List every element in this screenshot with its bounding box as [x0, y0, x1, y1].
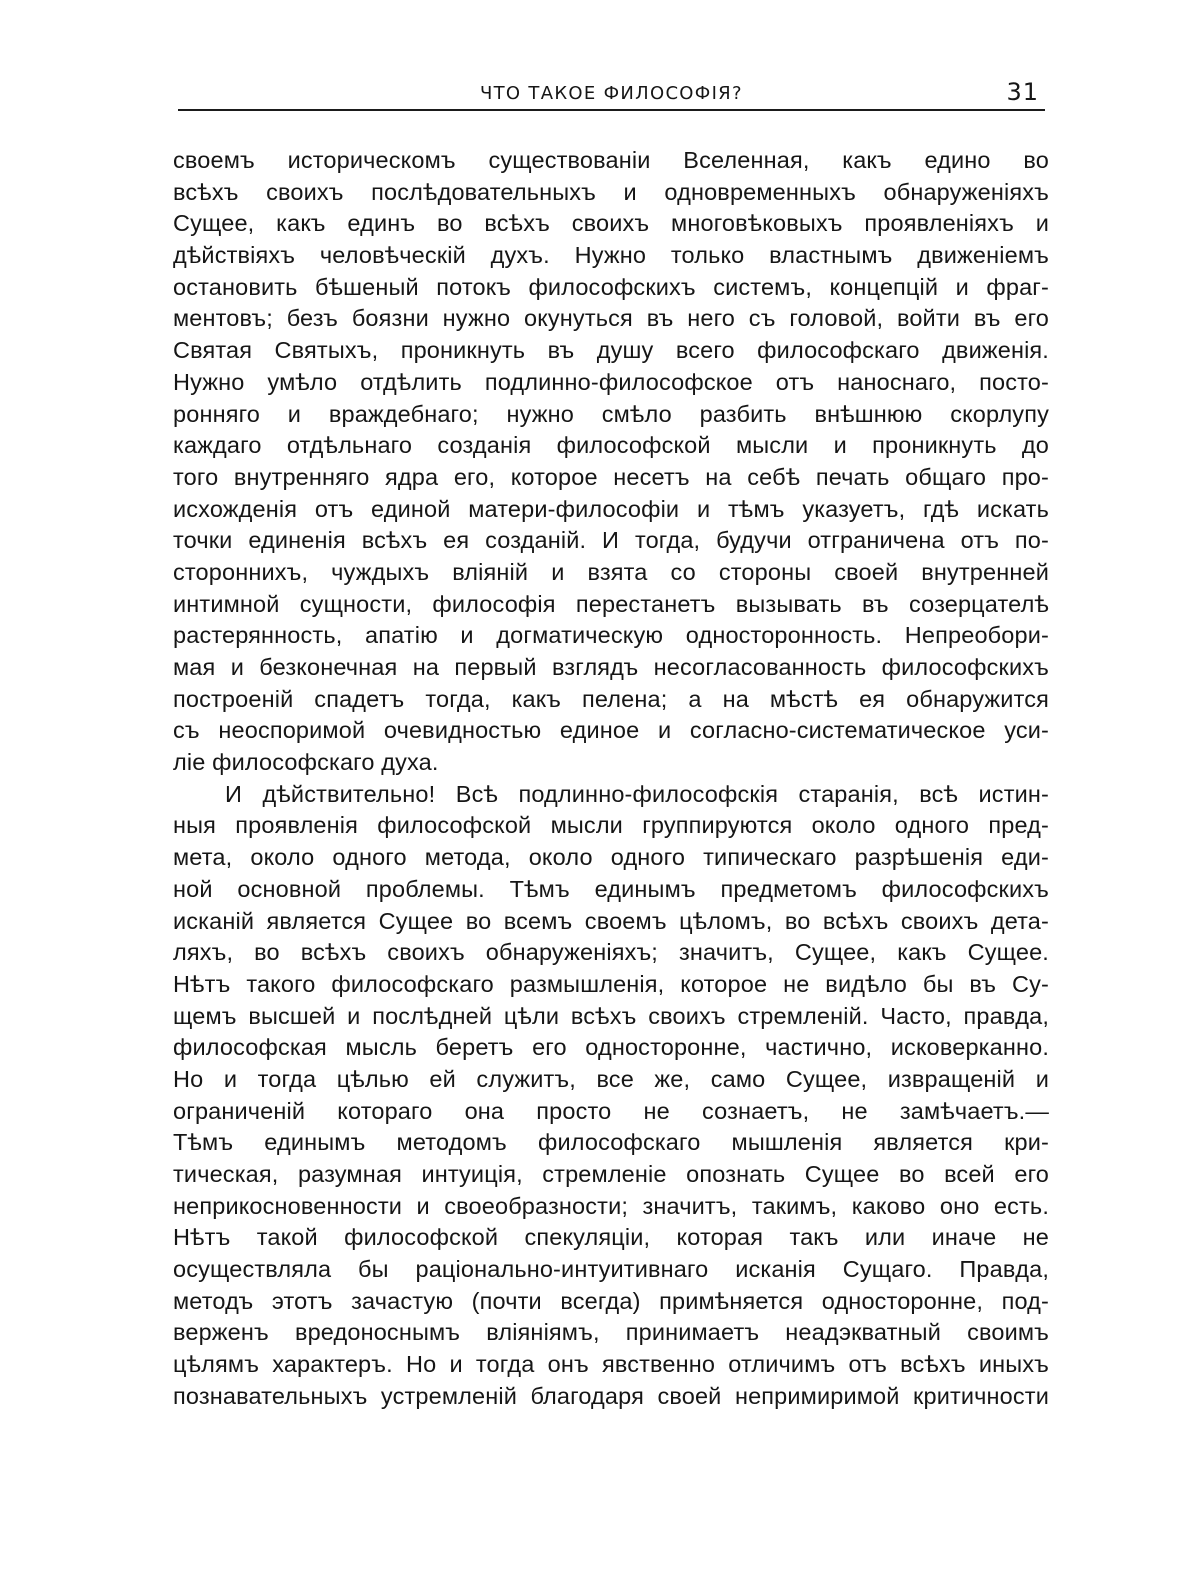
page-number: 31: [1006, 78, 1039, 106]
text-line: Нѣтъ такой философской спекуляціи, которая такъ или иначе не: [173, 1224, 1049, 1251]
text-line: съ неоспоримой очевидностью единое и согласно-систематическое уси-: [173, 717, 1049, 744]
running-head: [178, 80, 1045, 116]
text-line: дѣйствіяхъ человѣческій духъ. Нужно только властнымъ движеніемъ: [173, 242, 1049, 269]
text-line: ронняго и враждебнаго; нужно смѣло разбить внѣшнюю скорлупу: [173, 400, 1049, 427]
text-line: неприкосновенности и своеобразности; значитъ, такимъ, каково оно есть.: [173, 1192, 1049, 1219]
text-line: исканій является Сущее во всемъ своемъ цѣломъ, во всѣхъ своихъ дета-: [173, 907, 1049, 934]
text-line: методъ этотъ зачастую (почти всегда) примѣняется односторонне, под-: [173, 1287, 1049, 1314]
text-line: Нѣтъ такого философскаго размышленія, которое не видѣло бы въ Су-: [173, 970, 1049, 997]
text-line: Сущее, какъ единъ во всѣхъ своихъ многовѣковыхъ проявленіяхъ и: [173, 210, 1049, 237]
text-line: остановить бѣшеный потокъ философскихъ системъ, концепцій и фраг-: [173, 273, 1049, 300]
text-line: интимной сущности, философія перестанетъ вызывать въ созерцателѣ: [173, 590, 1049, 617]
text-line: цѣлямъ характеръ. Но и тогда онъ явственно отличимъ отъ всѣхъ иныхъ: [173, 1351, 1049, 1378]
text-line: построеній спадетъ тогда, какъ пелена; а на мѣстѣ ея обнаружится: [173, 685, 1049, 712]
text-line: растерянность, апатію и догматическую односторонность. Непреобори-: [173, 622, 1049, 649]
text-line: Святая Святыхъ, проникнуть въ душу всего философскаго движенія.: [173, 337, 1049, 364]
text-line: всѣхъ своихъ послѣдовательныхъ и одновременныхъ обнаруженіяхъ: [173, 178, 1049, 205]
body-text: [173, 145, 1049, 1413]
paragraph: [173, 779, 1049, 1413]
text-line: верженъ вредоноснымъ вліяніямъ, принимаетъ неадэкватный своимъ: [173, 1319, 1049, 1346]
text-line: ограниченій котораго она просто не сознаетъ, не замѣчаетъ.—: [173, 1097, 1049, 1124]
text-line: каждаго отдѣльнаго созданія философской мысли и проникнуть до: [173, 432, 1049, 459]
text-line: ліе философскаго духа.: [173, 749, 439, 776]
text-line: ляхъ, во всѣхъ своихъ обнаруженіяхъ; значитъ, Сущее, какъ Сущее.: [173, 939, 1049, 966]
text-line: исхожденія отъ единой матери-философіи и тѣмъ указуетъ, гдѣ искать: [173, 495, 1049, 522]
text-line: точки единенія всѣхъ ея созданій. И тогда, будучи отграничена отъ по-: [173, 527, 1049, 554]
text-line: своемъ историческомъ существованіи Вселенная, какъ едино во: [173, 147, 1049, 173]
text-line: Но и тогда цѣлью ей служитъ, все же, само Сущее, извращеній и: [173, 1065, 1049, 1092]
text-line: ментовъ; безъ боязни нужно окунуться въ него съ головой, войти въ его: [173, 305, 1049, 332]
header-rule: [178, 109, 1045, 111]
text-line: того внутренняго ядра его, которое несетъ на себѣ печать общаго про-: [173, 463, 1049, 490]
text-line: философская мысль беретъ его односторонне, частично, исковерканно.: [173, 1034, 1049, 1061]
text-line: Нужно умѣло отдѣлить подлинно-философское отъ наноснаго, посто-: [173, 368, 1049, 395]
text-line: стороннихъ, чуждыхъ вліяній и взята со стороны своей внутренней: [173, 558, 1049, 585]
text-line: ныя проявленія философской мысли группируются около одного пред-: [173, 812, 1049, 839]
text-line: ной основной проблемы. Тѣмъ единымъ предметомъ философскихъ: [173, 875, 1049, 902]
text-line: тическая, разумная интуиція, стремленіе опознать Сущее во всей его: [173, 1161, 1049, 1187]
text-line: щемъ высшей и послѣдней цѣли всѣхъ своихъ стремленій. Часто, правда,: [173, 1002, 1049, 1029]
text-line: мая и безконечная на первый взглядъ несогласованность философскихъ: [173, 654, 1049, 680]
text-line: познавательныхъ устремленій благодаря своей непримиримой критичности: [173, 1382, 1049, 1409]
paragraph: [173, 145, 1049, 779]
text-line: Тѣмъ единымъ методомъ философскаго мышленія является кри-: [173, 1129, 1049, 1156]
text-line: осуществляла бы раціонально-интуитивнаго исканія Сущаго. Правда,: [173, 1256, 1049, 1283]
running-title: ЧТО ТАКОЕ ФИЛОСОФІЯ?: [480, 83, 743, 104]
text-line: И дѣйствительно! Всѣ подлинно-философскія старанія, всѣ истин-: [225, 780, 1049, 807]
text-line: мета, около одного метода, около одного типическаго разрѣшенія еди-: [173, 844, 1049, 871]
